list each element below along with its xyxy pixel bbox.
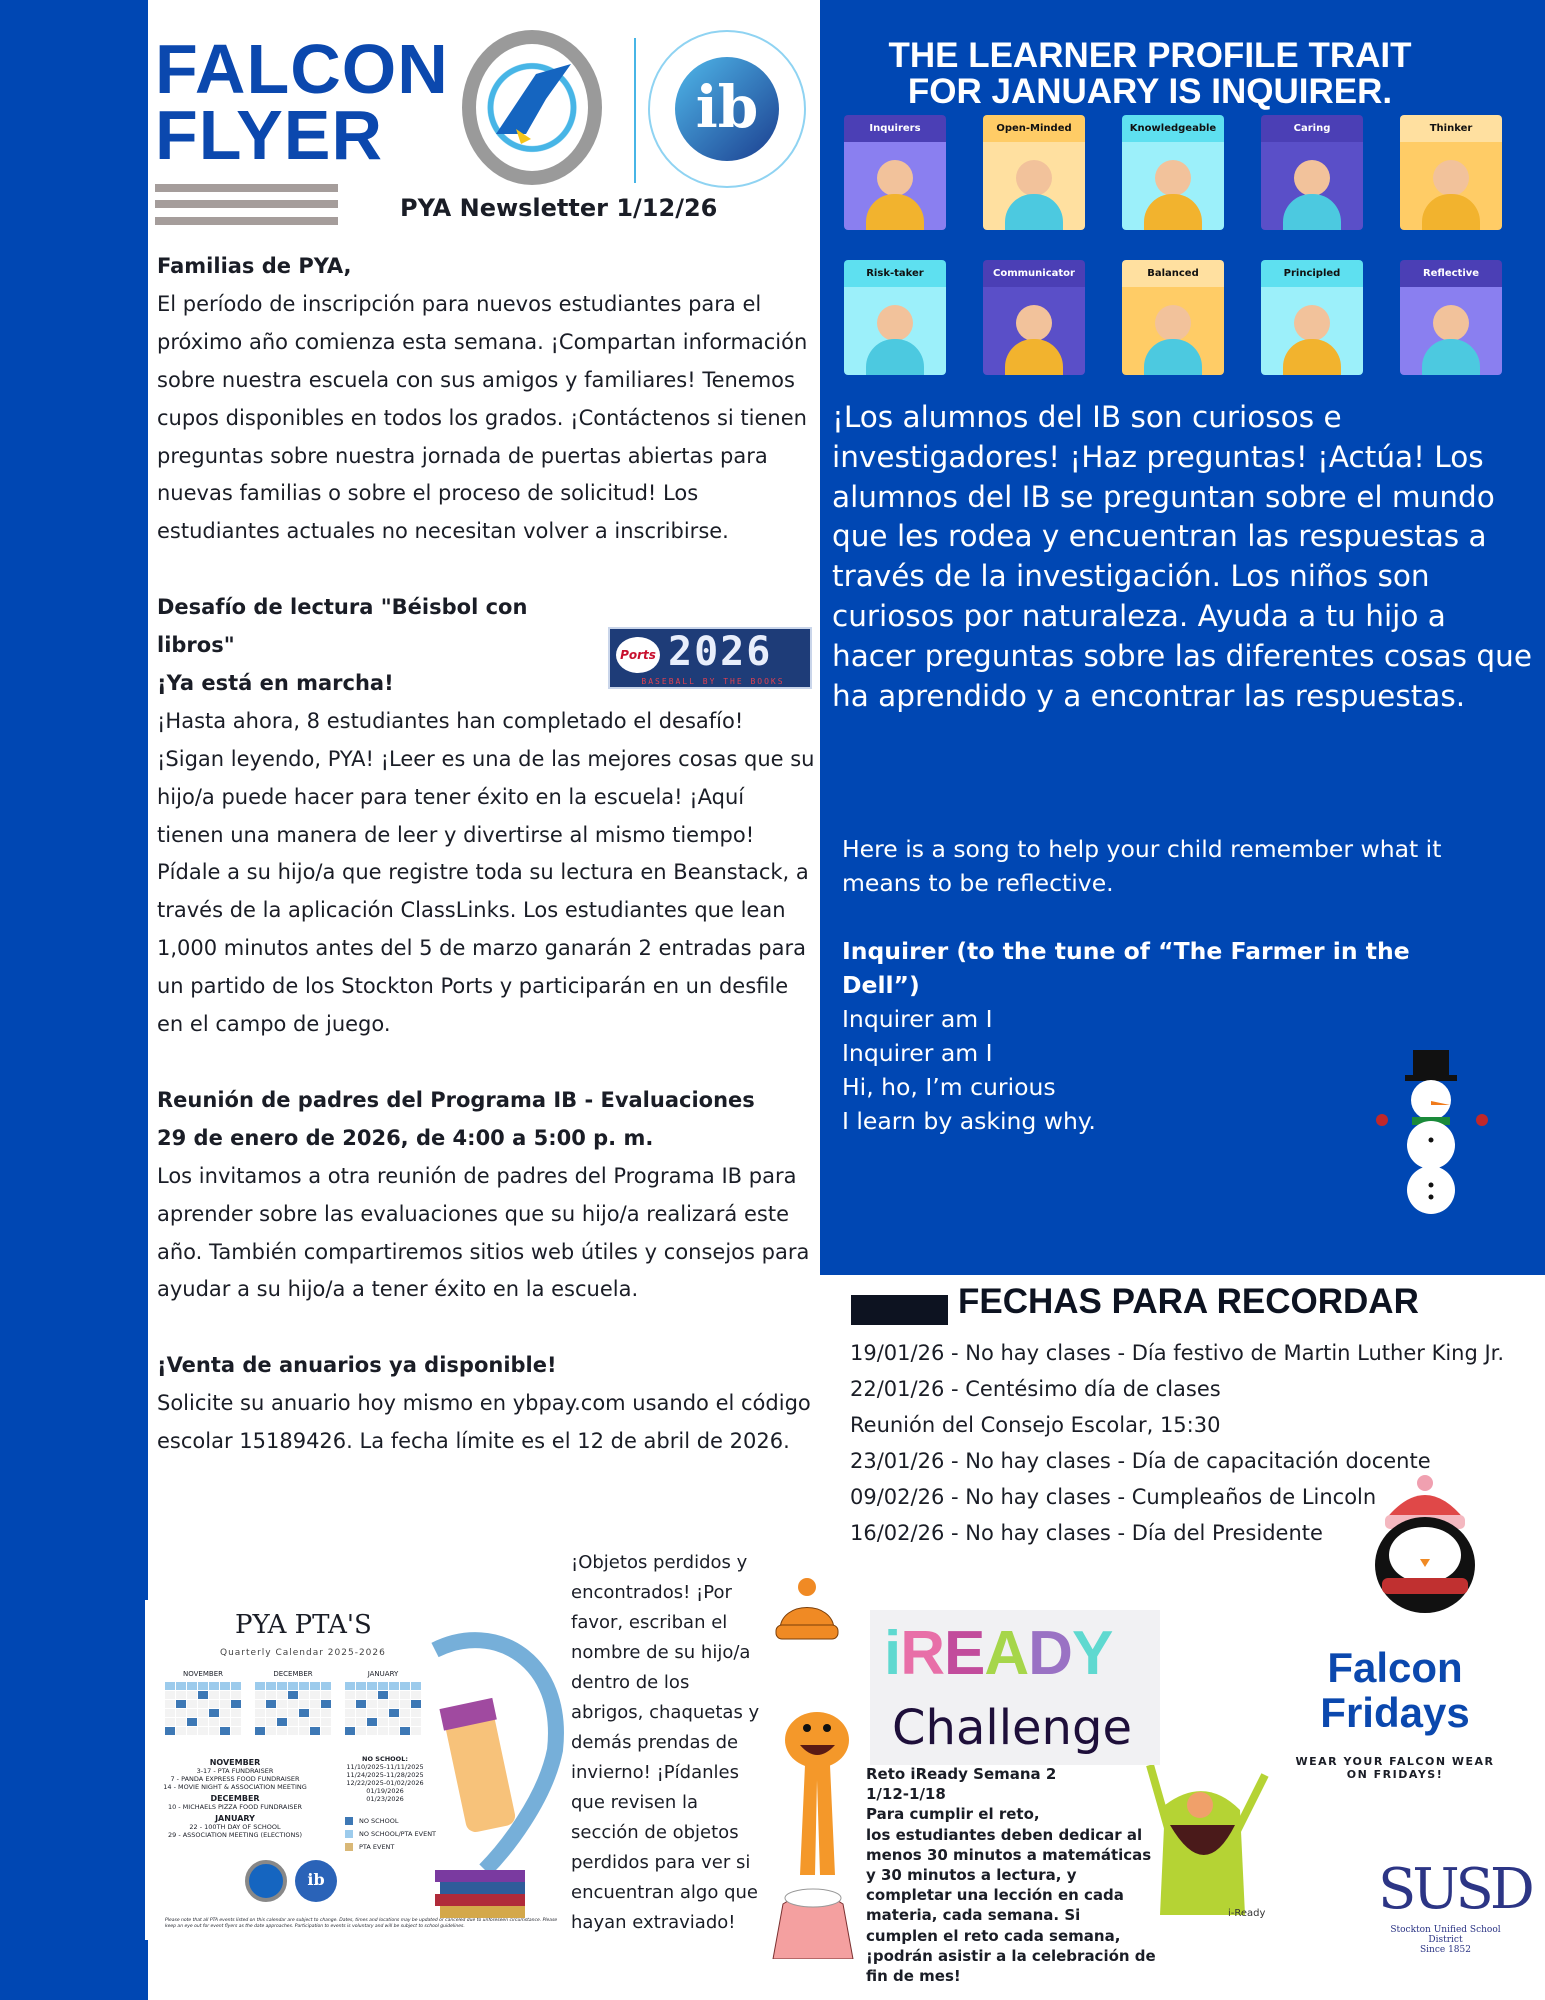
legend-item: NO SCHOOL/PTA EVENT (345, 1828, 436, 1841)
pta-note: Please note that all PTA events listed on this calendar are subject to change. Dates, times and locations may be updated or canceled due to unforeseen circumstance. Please keep an eye out for event flyers as the date approaches. Participation to events is voluntary and will be subject to school guidelines. (165, 1918, 558, 1929)
ib-mark: ib (675, 57, 779, 161)
pta-event: 7 - PANDA EXPRESS FOOD FUNDRAISER (170, 1775, 300, 1783)
pta-event-heading: DECEMBER (210, 1794, 260, 1803)
date-item: 19/01/26 - No hay clases - Día festivo de Martin Luther King Jr. (850, 1341, 1505, 1365)
divider-bar (155, 184, 338, 192)
falcon-fridays-line-2: Fridays (1320, 1689, 1470, 1736)
legend-item: NO SCHOOL (345, 1815, 436, 1828)
left-blue-strip (0, 0, 148, 2000)
trait-card-caring (1261, 115, 1363, 230)
susd-logo (1378, 1855, 1531, 1955)
trait-card-balanced (1122, 260, 1224, 375)
trait-illustration-icon (1261, 287, 1363, 375)
trait-illustration-icon (983, 287, 1085, 375)
trait-illustration-icon (1400, 142, 1502, 230)
falcon-fridays (1290, 1645, 1500, 1735)
trait-label: Principled (1261, 260, 1363, 287)
divider-bar (155, 217, 338, 225)
pta-calendar (145, 1600, 565, 1940)
trait-illustration-icon (1122, 142, 1224, 230)
falcon-fridays-subtitle: WEAR YOUR FALCON WEAR ON FRIDAYS! (1295, 1755, 1495, 1781)
trait-card-open-minded (983, 115, 1085, 230)
no-school-date: 01/23/2026 (366, 1795, 404, 1803)
trait-illustration-icon (844, 287, 946, 375)
lost-and-found-text: ¡Objetos perdidos y encontrados! ¡Por favor, escriban el nombre de su hijo/a dentro de los abrigos, chaquetas y demás prendas de invierno! ¡Pídanles que revisen la sección de objetos perdidos para ver si encuentran algo que hayan extraviado! (571, 1552, 760, 1933)
date-item: 09/02/26 - No hay clases - Cumpleaños de Lincoln (850, 1485, 1377, 1509)
greeting: Familias de PYA, (157, 254, 352, 278)
song-line: Inquirer am I (842, 1039, 993, 1067)
month-calendar (255, 1670, 331, 1735)
no-school-date: 11/10/2025-11/11/2025 (346, 1763, 424, 1771)
pta-event-heading: JANUARY (215, 1814, 255, 1823)
school-logo-icon (462, 30, 602, 185)
falcon-fridays-line-1: Falcon (1327, 1644, 1463, 1691)
iready-challenge-logo (870, 1610, 1160, 1765)
reading-challenge-text: ¡Hasta ahora, 8 estudiantes han completado el desafío! ¡Sigan leyendo, PYA! ¡Leer es una de las mejores cosas que su hijo/a puede hacer para tener éxito en la escuela! ¡Aquí tienen una manera de leer y divertirse al mismo tiempo! Pídale a su hijo/a que registre toda su lectura en Beanstack, a través de la aplicación ClassLinks. Los estudiantes que lean 1,000 minutos antes del 5 de marzo ganarán 2 entradas para un partido de los Stockton Ports y participarán en un desfile en el campo de juego. (157, 708, 815, 1037)
no-school-heading: NO SCHOOL: (362, 1755, 408, 1763)
trait-card-reflective (1400, 260, 1502, 375)
trait-card-risk-taker (844, 260, 946, 375)
pink-jacket-icon (768, 1884, 858, 1959)
song-line: Inquirer am I (842, 1005, 993, 1033)
penguin-icon (1360, 1475, 1490, 1615)
iready-logo-sub: Challenge (892, 1700, 1132, 1756)
logo-divider (634, 38, 636, 183)
pta-title: PYA PTA'S (235, 1610, 372, 1640)
baseball-by-the-books-logo (608, 627, 812, 689)
trait-illustration-icon (844, 142, 946, 230)
iready-title: Reto iReady Semana 2 (866, 1765, 1057, 1783)
meeting-date: 29 de enero de 2026, de 4:00 a 5:00 p. m. (157, 1125, 654, 1150)
dates-heading: FECHAS PARA RECORDAR (958, 1282, 1419, 1321)
baseball-year: 2026 (668, 629, 773, 675)
song-intro: Here is a song to help your child remember what it means to be reflective. (842, 835, 1442, 897)
divider-bar (155, 200, 338, 208)
heading-line-2: FOR JANUARY IS INQUIRER. (907, 72, 1393, 111)
iready-body-2: los estudiantes deben dedicar al menos 30 minutos a matemáticas y 30 minutos a lectura, y completar una lección en cada materia, cada semana. Si cumplen el reto cada semana, ¡podrán asistir a la celebración de fin de mes! (866, 1825, 1156, 1986)
trait-illustration-icon (983, 142, 1085, 230)
trait-card-inquirers (844, 115, 946, 230)
trait-label: Balanced (1122, 260, 1224, 287)
pta-subtitle: Quarterly Calendar 2025-2026 (220, 1648, 386, 1658)
ib-logo-icon (648, 30, 806, 188)
susd-mark: SUSD (1378, 1857, 1531, 1922)
trait-illustration-icon (1400, 287, 1502, 375)
month-calendar (165, 1670, 241, 1735)
snowman-icon (1370, 1045, 1495, 1215)
pta-event: 14 - MOVIE NIGHT & ASSOCIATION MEETING (163, 1783, 307, 1791)
trait-label: Thinker (1400, 115, 1502, 142)
pta-event: 22 - 100TH DAY OF SCHOOL (189, 1823, 281, 1831)
heading-line-1: THE LEARNER PROFILE TRAIT (888, 36, 1412, 75)
yearbook-title: ¡Venta de anuarios ya disponible! (157, 1353, 557, 1378)
song-line: I learn by asking why. (842, 1107, 1096, 1135)
meeting-text: Los invitamos a otra reunión de padres del Programa IB para aprender sobre las evaluaciones que su hijo/a realizará este año. También compartiremos sitios web útiles y consejos para ayudar a su hijo/a a tener éxito en la escuela. (157, 1163, 810, 1302)
iready-body-1: Para cumplir el reto, (866, 1805, 1040, 1824)
meeting-title: Reunión de padres del Programa IB - Evaluaciones (157, 1087, 755, 1112)
baseball-tagline: BASEBALL BY THE BOOKS (641, 677, 785, 686)
pencil-mascot-icon (415, 1620, 565, 1920)
orange-monster-icon (775, 1700, 860, 1880)
newsletter-date: PYA Newsletter 1/12/26 (400, 194, 718, 222)
pta-event: 29 - ASSOCIATION MEETING (ELECTIONS) (167, 1831, 302, 1839)
iready-brand: i-Ready (1228, 1908, 1266, 1919)
iready-range: 1/12-1/18 (866, 1785, 946, 1804)
no-school-date: 01/19/2026 (366, 1787, 404, 1795)
date-item: 16/02/26 - No hay clases - Día del Presidente (850, 1521, 1323, 1545)
month-name: JANUARY (367, 1670, 399, 1678)
trait-label: Knowledgeable (1122, 115, 1224, 142)
trait-label: Risk-taker (844, 260, 946, 287)
susd-since: Since 1852 (1420, 1945, 1471, 1955)
heading-block (851, 1295, 948, 1325)
no-school-date: 11/24/2025-11/28/2025 (346, 1771, 424, 1779)
song-title: Inquirer (to the tune of “The Farmer in the Dell”) (842, 937, 1410, 999)
trait-card-knowledgeable (1122, 115, 1224, 230)
trait-label: Communicator (983, 260, 1085, 287)
trait-label: Caring (1261, 115, 1363, 142)
main-column (157, 248, 817, 1461)
yearbook-text: Solicite su anuario hoy mismo en ybpay.com usando el código escolar 15189426. La fecha límite es el 12 de abril de 2026. (157, 1391, 811, 1454)
newsletter-title (155, 30, 449, 174)
susd-name: Stockton Unified School District (1390, 1925, 1501, 1945)
title-line-1: FALCON (155, 30, 449, 108)
date-item: 22/01/26 - Centésimo día de clases (850, 1377, 1221, 1401)
reading-challenge-subtitle: ¡Ya está en marcha! (157, 670, 394, 695)
inquirer-description: ¡Los alumnos del IB son curiosos e investigadores! ¡Haz preguntas! ¡Actúa! Los alumnos del IB se preguntan sobre el mundo que les rodea y encuentran las respuestas a través de la investigación. Los niños son curiosos por naturaleza. Ayuda a tu hijo a hacer preguntas sobre las diferentes cosas que ha aprendido y a encontrar las respuestas. (832, 400, 1532, 713)
trait-label: Open-Minded (983, 115, 1085, 142)
trait-card-principled (1261, 260, 1363, 375)
title-line-2: FLYER (155, 96, 384, 174)
school-logo-icon (245, 1860, 287, 1902)
trait-illustration-icon (1122, 287, 1224, 375)
ports-logo-icon: Ports (616, 637, 660, 673)
trait-label: Reflective (1400, 260, 1502, 287)
month-name: NOVEMBER (183, 1670, 223, 1678)
trait-card-thinker (1400, 115, 1502, 230)
pta-event: 10 - MICHAELS PIZZA FOOD FUNDRAISER (167, 1803, 303, 1811)
song-line: Hi, ho, I’m curious (842, 1073, 1056, 1101)
legend-item: PTA EVENT (345, 1841, 436, 1854)
month-name: DECEMBER (273, 1670, 313, 1678)
enrollment-text: El período de inscripción para nuevos estudiantes para el próximo año comienza esta semana. ¡Compartan información sobre nuestra escuela con sus amigos y familiares! Tenemos cupos disponibles en todos los grados. ¡Contáctenos si tienen preguntas sobre nuestra jornada de puertas abiertas para nuevas familias o sobre el proceso de solicitud! Los estudiantes actuales no necesitan volver a inscribirse. (157, 291, 808, 544)
month-calendar (345, 1670, 421, 1735)
iready-text (866, 1764, 1156, 1986)
no-school-date: 12/22/2025-01/02/2026 (346, 1779, 424, 1787)
date-item: 23/01/26 - No hay clases - Día de capacitación docente (850, 1449, 1431, 1473)
pta-event: 3-17 - PTA FUNDRAISER (196, 1767, 274, 1775)
reading-challenge-title: Desafío de lectura "Béisbol con libros" (157, 595, 528, 658)
learner-profile-heading (850, 38, 1450, 110)
trait-card-communicator (983, 260, 1085, 375)
date-item: Reunión del Consejo Escolar, 15:30 (850, 1413, 1221, 1437)
trait-illustration-icon (1261, 142, 1363, 230)
iready-logo-word: iREADY (884, 1619, 1113, 1688)
pta-event-heading: NOVEMBER (209, 1758, 261, 1767)
trait-label: Inquirers (844, 115, 946, 142)
ib-logo-icon: ib (295, 1860, 337, 1902)
winter-hat-icon (772, 1575, 842, 1645)
